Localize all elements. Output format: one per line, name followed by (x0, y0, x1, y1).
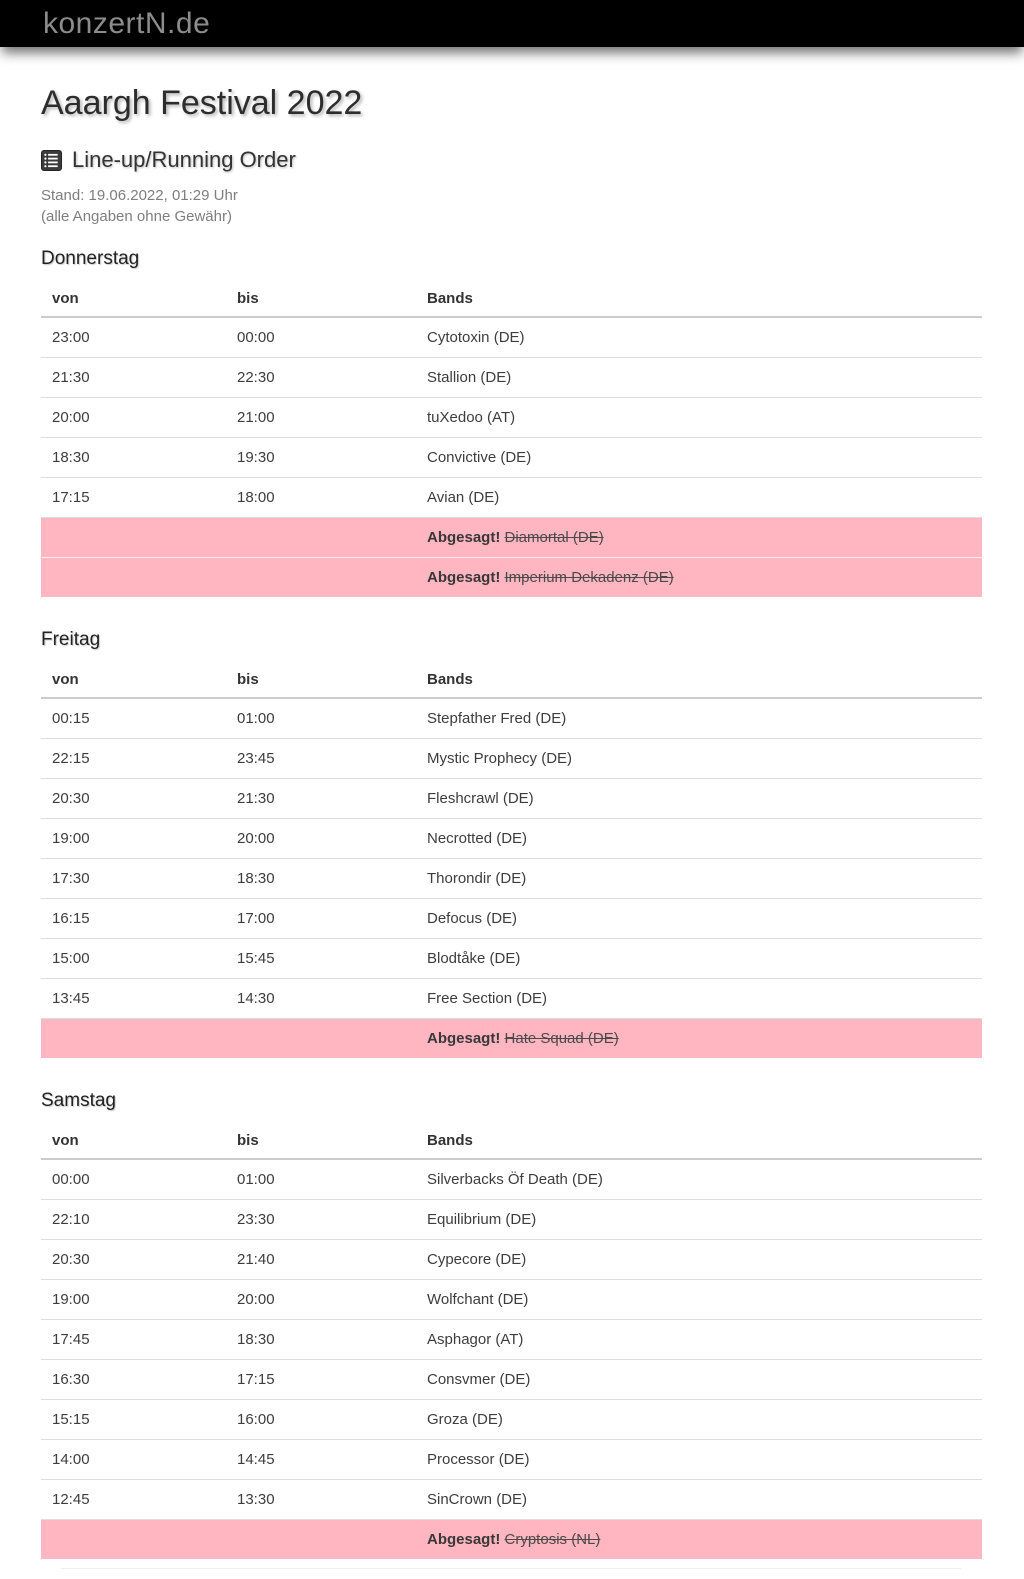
day-section (41, 247, 982, 597)
stand-line: Stand: 19.06.2022, 01:29 Uhr (41, 187, 238, 204)
von-cell: 16:30 (41, 1360, 226, 1400)
von-cell: 15:15 (41, 1400, 226, 1440)
day-heading: Donnerstag (41, 248, 140, 269)
band-cell: Cytotoxin (DE) (427, 329, 525, 346)
bis-cell: 17:15 (226, 1360, 416, 1400)
lineup-table (41, 663, 982, 1058)
lineup-table (41, 282, 982, 597)
column-header-von: von (41, 282, 226, 317)
bis-cell: 19:30 (226, 438, 416, 478)
table-row (41, 819, 982, 859)
von-cell: 20:30 (41, 779, 226, 819)
bis-cell (226, 1520, 416, 1560)
von-cell: 16:15 (41, 899, 226, 939)
von-cell: 15:00 (41, 939, 226, 979)
von-cell: 20:30 (41, 1240, 226, 1280)
table-head (41, 663, 982, 698)
band-cell: Consvmer (DE) (416, 1360, 982, 1400)
von-cell: 17:15 (41, 478, 226, 518)
von-cell: 23:00 (52, 329, 90, 346)
von-cell (41, 1520, 226, 1560)
band-cell: Fleshcrawl (DE) (416, 779, 982, 819)
bis-cell (226, 558, 416, 598)
bis-cell: 18:00 (226, 478, 416, 518)
von-cell: 19:00 (41, 819, 226, 859)
band-cell: Mystic Prophecy (DE) (416, 739, 982, 779)
table-row (41, 1200, 982, 1240)
cancelled-row (41, 1019, 982, 1059)
band-cell (416, 558, 982, 598)
bis-cell: 15:45 (226, 939, 416, 979)
column-header-bis: bis (226, 1124, 416, 1159)
table-body (41, 698, 982, 1058)
lineup-heading-text: Line-up/Running Order (72, 147, 296, 172)
bis-cell: 21:00 (226, 398, 416, 438)
table-row (41, 1400, 982, 1440)
band-cell (416, 518, 982, 558)
cancelled-band: Imperium Dekadenz (DE) (504, 569, 674, 586)
cancelled-row (41, 558, 982, 598)
von-cell: 00:00 (52, 1171, 90, 1188)
table-body (41, 317, 982, 597)
band-cell: Defocus (DE) (416, 899, 982, 939)
table-row (41, 939, 982, 979)
table-row (41, 1440, 982, 1480)
table-row (41, 1320, 982, 1360)
header-row (41, 663, 982, 698)
table-row (41, 779, 982, 819)
von-cell (41, 558, 226, 598)
bis-cell (226, 518, 416, 558)
day-heading: Samstag (41, 1090, 116, 1111)
footer-divider (61, 1568, 961, 1569)
table-row (41, 438, 982, 478)
cancelled-row (41, 518, 982, 558)
cancelled-band: Diamortal (DE) (504, 529, 604, 546)
content (0, 83, 1024, 1569)
band-cell: Stepfather Fred (DE) (427, 710, 567, 727)
disclaimer-line: (alle Angaben ohne Gewähr) (41, 208, 232, 225)
band-cell: Asphagor (AT) (416, 1320, 982, 1360)
von-cell (41, 1019, 226, 1059)
von-cell: 00:15 (52, 710, 90, 727)
column-header-bis: bis (226, 282, 416, 317)
von-cell: 14:00 (41, 1440, 226, 1480)
table-row (41, 1360, 982, 1400)
header-row (41, 1124, 982, 1159)
von-cell: 13:45 (41, 979, 226, 1019)
cancelled-label: Abgesagt! (427, 1531, 501, 1548)
bis-cell: 18:30 (226, 1320, 416, 1360)
table-body (41, 1159, 982, 1559)
band-cell: Blodtåke (DE) (416, 939, 982, 979)
von-cell: 19:00 (41, 1280, 226, 1320)
table-head (41, 282, 982, 317)
bis-cell: 20:00 (226, 819, 416, 859)
table-row (41, 739, 982, 779)
band-cell: Necrotted (DE) (416, 819, 982, 859)
band-cell: SinCrown (DE) (416, 1480, 982, 1520)
bis-cell: 22:30 (226, 358, 416, 398)
column-header-von: von (41, 1124, 226, 1159)
band-cell: Silverbacks Öf Death (DE) (427, 1171, 603, 1188)
list-icon (41, 150, 62, 171)
bis-cell: 16:00 (226, 1400, 416, 1440)
bis-cell: 17:00 (226, 899, 416, 939)
band-cell: Processor (DE) (416, 1440, 982, 1480)
bis-cell: 13:30 (226, 1480, 416, 1520)
von-cell: 21:30 (41, 358, 226, 398)
table-row (41, 358, 982, 398)
band-cell: Thorondir (DE) (416, 859, 982, 899)
cancelled-label: Abgesagt! (427, 569, 501, 586)
table-row (41, 979, 982, 1019)
table-row (41, 698, 982, 739)
band-cell: Groza (DE) (416, 1400, 982, 1440)
column-header-bands: Bands (416, 1124, 982, 1159)
bis-cell: 21:30 (226, 779, 416, 819)
column-header-bands: Bands (416, 282, 982, 317)
bis-cell: 21:40 (226, 1240, 416, 1280)
table-row (41, 398, 982, 438)
bis-cell: 18:30 (226, 859, 416, 899)
lineup-heading (41, 147, 982, 173)
day-section (41, 1089, 982, 1559)
band-cell: Cypecore (DE) (416, 1240, 982, 1280)
cancelled-label: Abgesagt! (427, 1030, 501, 1047)
cancelled-row (41, 1520, 982, 1560)
table-row (41, 1240, 982, 1280)
bis-cell: 14:45 (226, 1440, 416, 1480)
band-cell: Equilibrium (DE) (416, 1200, 982, 1240)
von-cell: 22:10 (41, 1200, 226, 1240)
bis-cell: 01:00 (237, 710, 275, 727)
site-logo[interactable]: konzertN.de (43, 6, 211, 40)
day-section (41, 628, 982, 1058)
column-header-von: von (41, 663, 226, 698)
bis-cell: 01:00 (237, 1171, 275, 1188)
column-header-bands: Bands (416, 663, 982, 698)
page-title: Aaargh Festival 2022 (41, 84, 363, 122)
band-cell: Convictive (DE) (416, 438, 982, 478)
table-head (41, 1124, 982, 1159)
band-cell (416, 1019, 982, 1059)
column-header-bis: bis (226, 663, 416, 698)
table-row (41, 1480, 982, 1520)
von-cell (41, 518, 226, 558)
band-cell: Wolfchant (DE) (416, 1280, 982, 1320)
cancelled-band: Hate Squad (DE) (504, 1030, 619, 1047)
lineup-table (41, 1124, 982, 1559)
table-row (41, 1159, 982, 1200)
band-cell: Free Section (DE) (416, 979, 982, 1019)
table-row (41, 859, 982, 899)
band-cell: tuXedoo (AT) (416, 398, 982, 438)
day-heading: Freitag (41, 629, 101, 650)
von-cell: 17:30 (41, 859, 226, 899)
bis-cell (226, 1019, 416, 1059)
bis-cell: 14:30 (226, 979, 416, 1019)
von-cell: 18:30 (41, 438, 226, 478)
bis-cell: 20:00 (226, 1280, 416, 1320)
band-cell (416, 1520, 982, 1560)
site-header (0, 0, 1024, 47)
band-cell: Avian (DE) (416, 478, 982, 518)
table-row (41, 478, 982, 518)
von-cell: 22:15 (41, 739, 226, 779)
table-row (41, 1280, 982, 1320)
bis-cell: 00:00 (237, 329, 275, 346)
header-row (41, 282, 982, 317)
von-cell: 17:45 (41, 1320, 226, 1360)
von-cell: 20:00 (41, 398, 226, 438)
day-sections (41, 247, 982, 1559)
cancelled-band: Cryptosis (NL) (504, 1531, 601, 1548)
von-cell: 12:45 (41, 1480, 226, 1520)
cancelled-label: Abgesagt! (427, 529, 501, 546)
bis-cell: 23:30 (226, 1200, 416, 1240)
table-row (41, 899, 982, 939)
band-cell: Stallion (DE) (416, 358, 982, 398)
table-row (41, 317, 982, 358)
bis-cell: 23:45 (226, 739, 416, 779)
